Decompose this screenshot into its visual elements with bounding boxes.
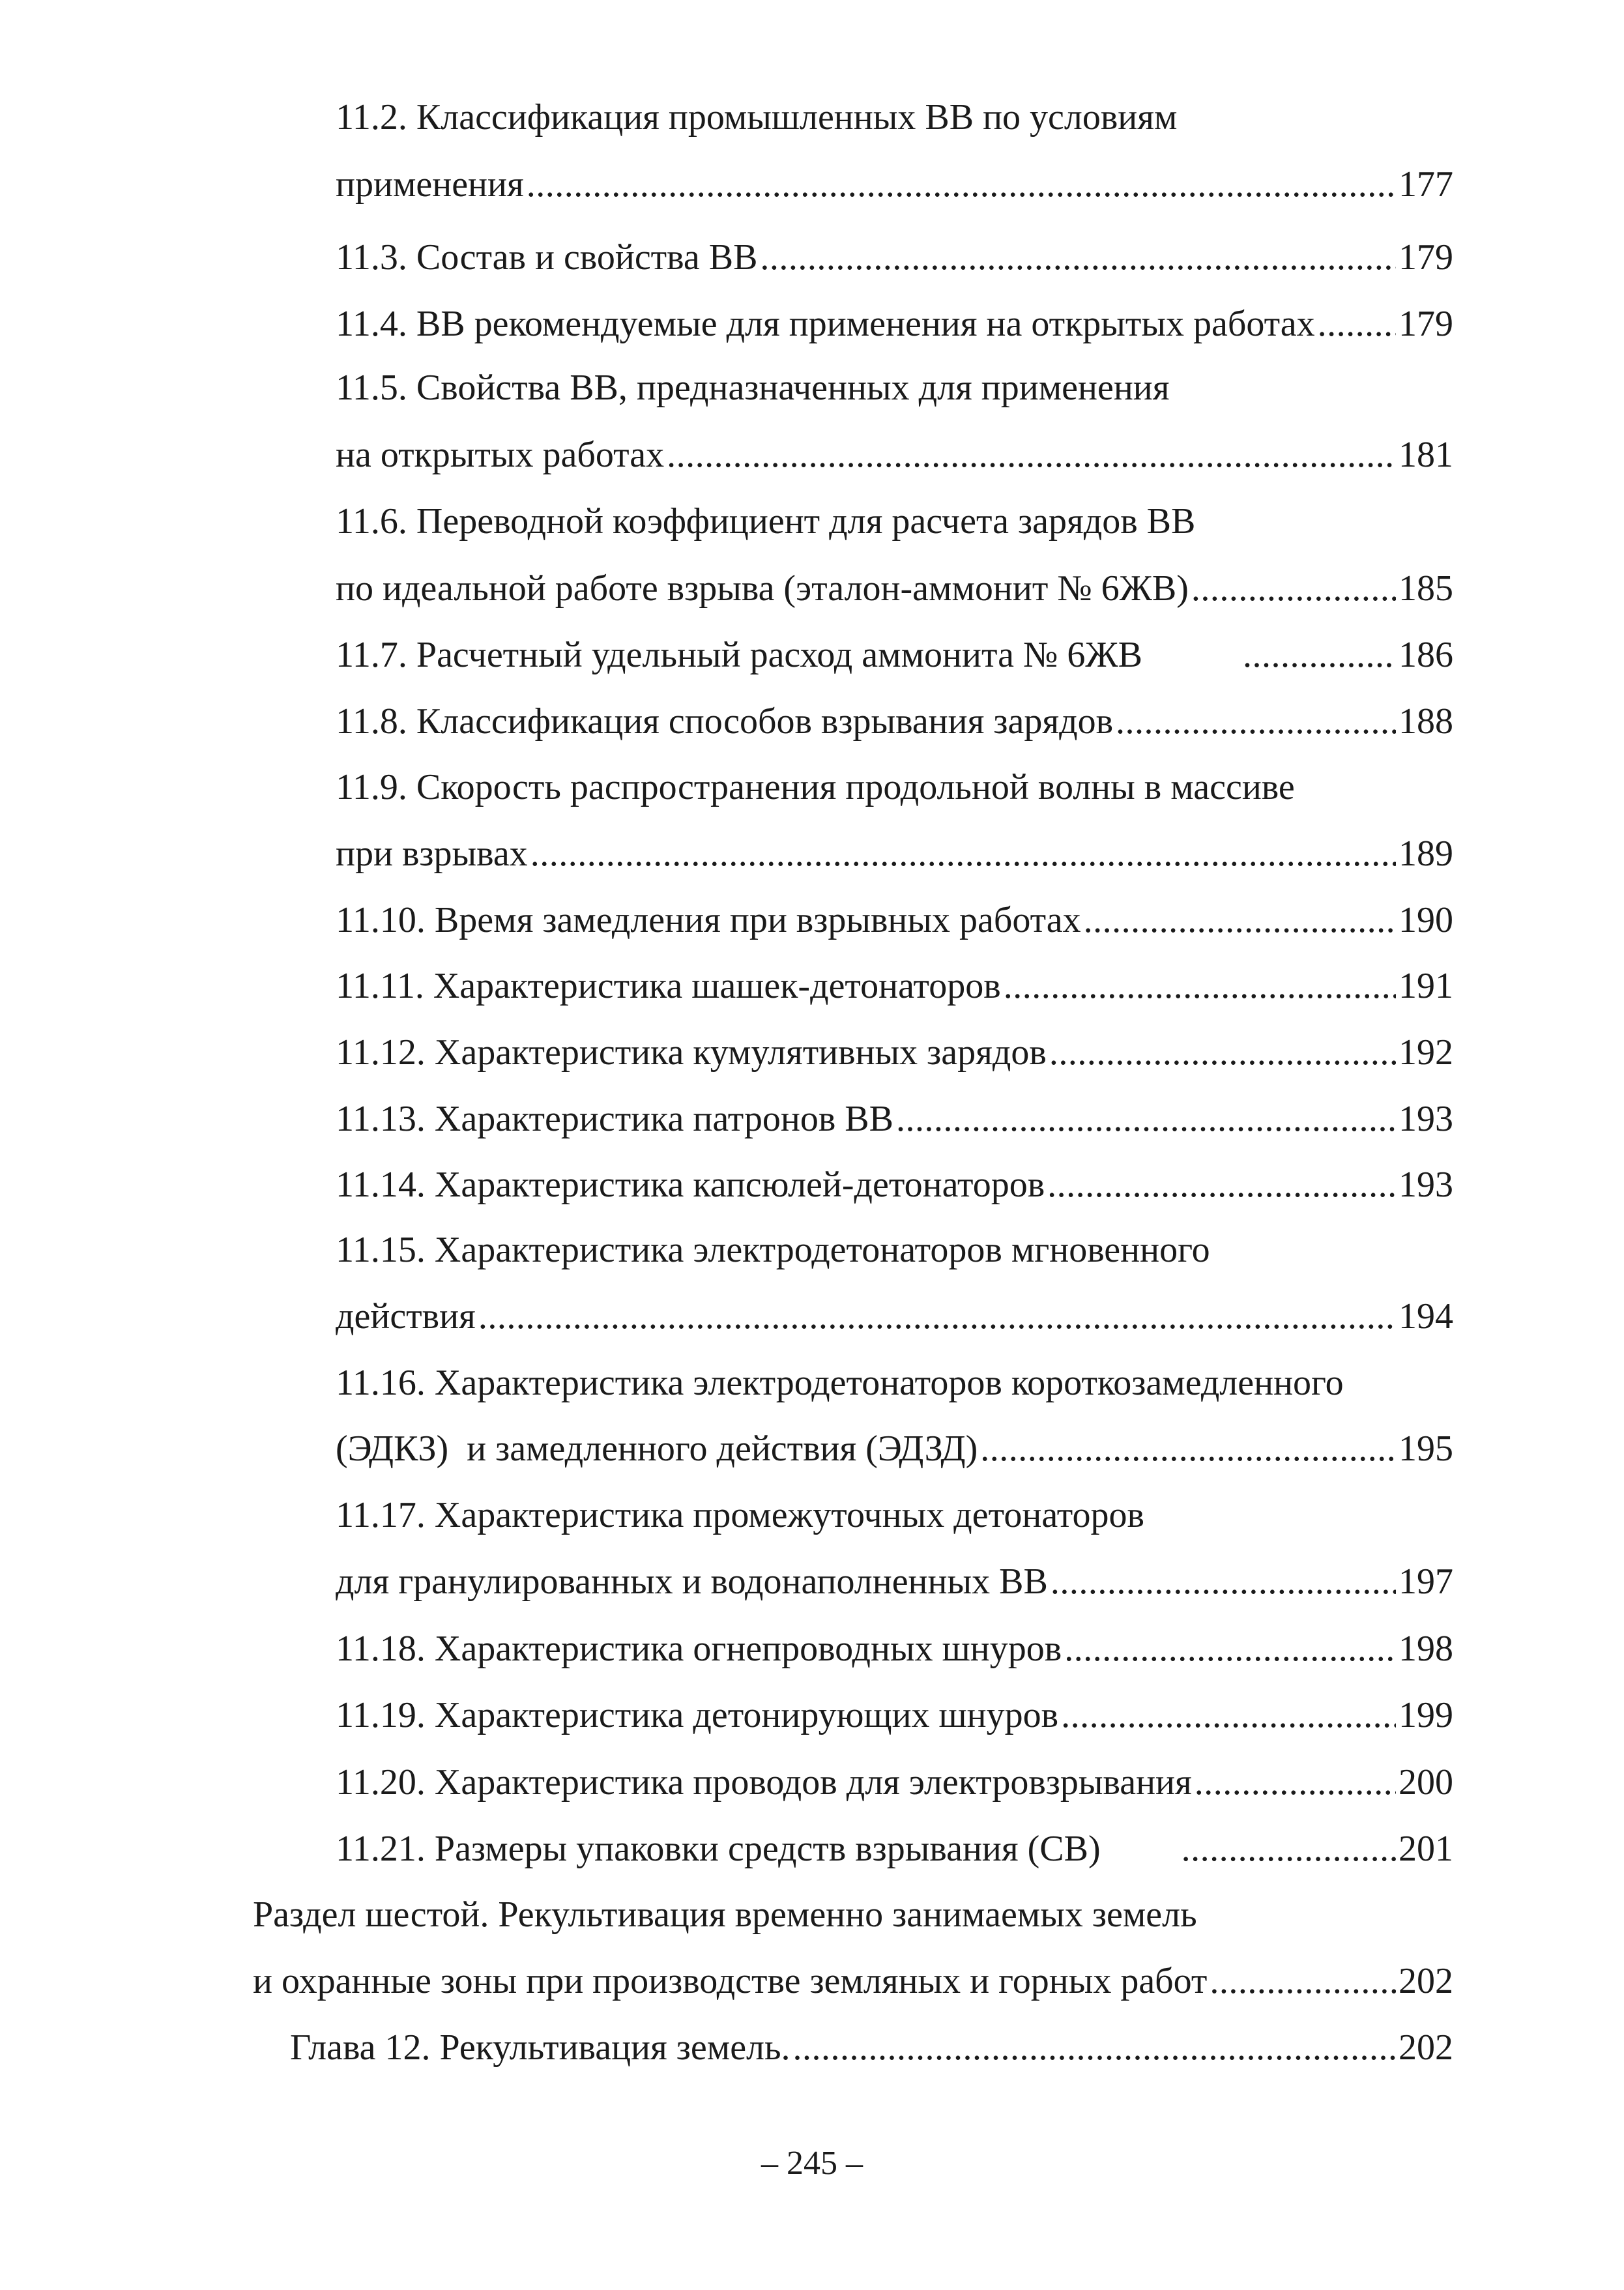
toc-entry-11-2-title <box>336 88 1177 147</box>
toc-page-number: 194 <box>1399 1296 1453 1337</box>
toc-page-number: 188 <box>1399 701 1453 742</box>
toc-entry-11-5-title <box>336 358 1170 417</box>
toc-page-number: 179 <box>1399 237 1453 278</box>
toc-entry-11-4 <box>336 295 1453 353</box>
dot-leader <box>980 1419 1396 1478</box>
dot-leader <box>793 2018 1396 2077</box>
dot-leader <box>1051 1552 1396 1611</box>
toc-entry-title: 11.4. ВВ рекомендуемые для применения на открытых работах <box>336 304 1315 344</box>
toc-entry-title: 11.13. Характеристика патронов ВВ <box>336 1099 893 1139</box>
dot-leader <box>896 1090 1396 1148</box>
toc-page-number: 198 <box>1399 1629 1453 1669</box>
toc-entry-11-11 <box>336 957 1453 1015</box>
toc-entry-11-17-line <box>336 1552 1453 1611</box>
dot-leader <box>1049 1023 1396 1082</box>
toc-page-number: 193 <box>1399 1165 1453 1205</box>
toc-page-number: 181 <box>1399 435 1453 475</box>
toc-entry-title: 11.17. Характеристика промежуточных детонаторов <box>336 1495 1144 1535</box>
toc-entry-11-16-line <box>336 1419 1453 1478</box>
toc-entry-11-21 <box>336 1819 1453 1878</box>
toc-entry-11-19 <box>336 1686 1453 1745</box>
dot-leader <box>478 1287 1396 1346</box>
dot-leader <box>1318 295 1396 353</box>
toc-entry-11-14 <box>336 1155 1453 1214</box>
toc-entry-11-6-line <box>336 559 1453 618</box>
dot-leader <box>1004 957 1396 1015</box>
toc-chapter-12 <box>290 2018 1453 2077</box>
toc-entry-title: на открытых работах <box>336 435 665 475</box>
toc-entry-title: 11.16. Характеристика электродетонаторов короткозамедленного <box>336 1363 1344 1403</box>
toc-page-number: 193 <box>1399 1099 1453 1139</box>
toc-section-heading: Раздел шестой. Рекультивация временно занимаемых земель <box>253 1894 1197 1935</box>
toc-section-title <box>253 1885 1197 1944</box>
dot-leader <box>760 228 1396 287</box>
dot-leader <box>1243 626 1396 684</box>
toc-page-number: 185 <box>1399 568 1453 609</box>
dot-leader <box>1210 1952 1396 2010</box>
toc-entry-title: (ЭДКЗ) и замедленного действия (ЭДЗД) <box>336 1428 978 1469</box>
toc-entry-title: 11.20. Характеристика проводов для электровзрывания <box>336 1762 1192 1803</box>
dot-leader <box>527 155 1396 214</box>
page-number: – 245 – <box>761 2145 863 2182</box>
toc-page-number: 191 <box>1399 966 1453 1006</box>
toc-entry-title: 11.8. Классификация способов взрывания зарядов <box>336 701 1114 742</box>
toc-page-number: 190 <box>1399 900 1453 940</box>
toc-entry-title: 11.19. Характеристика детонирующих шнуров <box>336 1695 1059 1735</box>
toc-entry-11-9-line <box>336 824 1453 883</box>
toc-entry-title: 11.2. Классификация промышленных ВВ по условиям <box>336 97 1178 138</box>
toc-entry-title: применения <box>336 164 524 205</box>
toc-page-number: 199 <box>1399 1695 1453 1735</box>
toc-entry-11-9-title <box>336 758 1295 817</box>
toc-entry-11-13 <box>336 1090 1453 1148</box>
dot-leader <box>667 426 1396 484</box>
toc-section-heading: и охранные зоны при производстве земляных и горных работ <box>253 1961 1208 2001</box>
toc-entry-title: 11.12. Характеристика кумулятивных зарядов <box>336 1032 1047 1073</box>
toc-entry-11-2-line <box>336 155 1453 214</box>
toc-entry-title: 11.10. Время замедления при взрывных работах <box>336 900 1081 940</box>
dot-leader <box>530 824 1396 883</box>
toc-entry-title: 11.21. Размеры упаковки средств взрывания (СВ) <box>336 1829 1101 1869</box>
toc-page-number: 192 <box>1399 1032 1453 1073</box>
toc-page-number: 201 <box>1399 1829 1453 1869</box>
toc-entry-title: 11.9. Скорость распространения продольной волны в массиве <box>336 767 1295 807</box>
dot-leader <box>1084 891 1396 949</box>
dot-leader <box>1116 692 1396 751</box>
dot-leader <box>1064 1619 1396 1678</box>
toc-entry-11-15-line <box>336 1287 1453 1346</box>
dot-leader <box>1195 1753 1396 1812</box>
toc-page-number: 177 <box>1399 164 1453 205</box>
toc-page-number: 189 <box>1399 833 1453 874</box>
toc-entry-11-7 <box>336 626 1453 684</box>
toc-page-number: 186 <box>1399 635 1453 675</box>
toc-entry-11-17-title <box>336 1486 1144 1544</box>
toc-page-number: 179 <box>1399 304 1453 344</box>
toc-entry-11-15-title <box>336 1221 1210 1279</box>
toc-section-line <box>253 1952 1453 2010</box>
toc-entry-title: 11.11. Характеристика шашек-детонаторов <box>336 966 1001 1006</box>
toc-entry-title: для гранулированных и водонаполненных ВВ <box>336 1561 1048 1602</box>
dot-leader <box>1191 559 1396 618</box>
toc-entry-11-6-title <box>336 492 1195 551</box>
toc-page-number: 202 <box>1399 2027 1453 2068</box>
toc-entry-title: 11.5. Свойства ВВ, предназначенных для применения <box>336 368 1170 408</box>
toc-entry-title: 11.18. Характеристика огнепроводных шнуров <box>336 1629 1062 1669</box>
toc-entry-11-12 <box>336 1023 1453 1082</box>
dot-leader <box>1047 1155 1396 1214</box>
toc-entry-11-20 <box>336 1753 1453 1812</box>
toc-entry-title: действия <box>336 1296 476 1337</box>
toc-page-number: 197 <box>1399 1561 1453 1602</box>
toc-entry-11-18 <box>336 1619 1453 1678</box>
toc-page-number: 202 <box>1399 1961 1453 2001</box>
toc-page-number: 195 <box>1399 1428 1453 1469</box>
toc-chapter-heading: Глава 12. Рекультивация земель. <box>290 2027 790 2068</box>
toc-page-number: 200 <box>1399 1762 1453 1803</box>
toc-entry-11-3 <box>336 228 1453 287</box>
toc-entry-title: 11.6. Переводной коэффициент для расчета зарядов ВВ <box>336 501 1196 542</box>
dot-leader <box>1061 1686 1396 1745</box>
toc-entry-title: по идеальной работе взрыва (эталон-аммонит № 6ЖВ) <box>336 568 1189 609</box>
toc-entry-11-8 <box>336 692 1453 751</box>
toc-entry-title: 11.14. Характеристика капсюлей-детонаторов <box>336 1165 1045 1205</box>
toc-entry-title: 11.15. Характеристика электродетонаторов мгновенного <box>336 1230 1210 1270</box>
toc-entry-11-10 <box>336 891 1453 949</box>
toc-entry-title: при взрывах <box>336 833 528 874</box>
toc-entry-11-16-title <box>336 1354 1344 1412</box>
dot-leader <box>1182 1819 1396 1878</box>
toc-entry-11-5-line <box>336 426 1453 484</box>
toc-entry-title: 11.3. Состав и свойства ВВ <box>336 237 758 278</box>
toc-entry-title: 11.7. Расчетный удельный расход аммонита № 6ЖВ <box>336 635 1142 675</box>
